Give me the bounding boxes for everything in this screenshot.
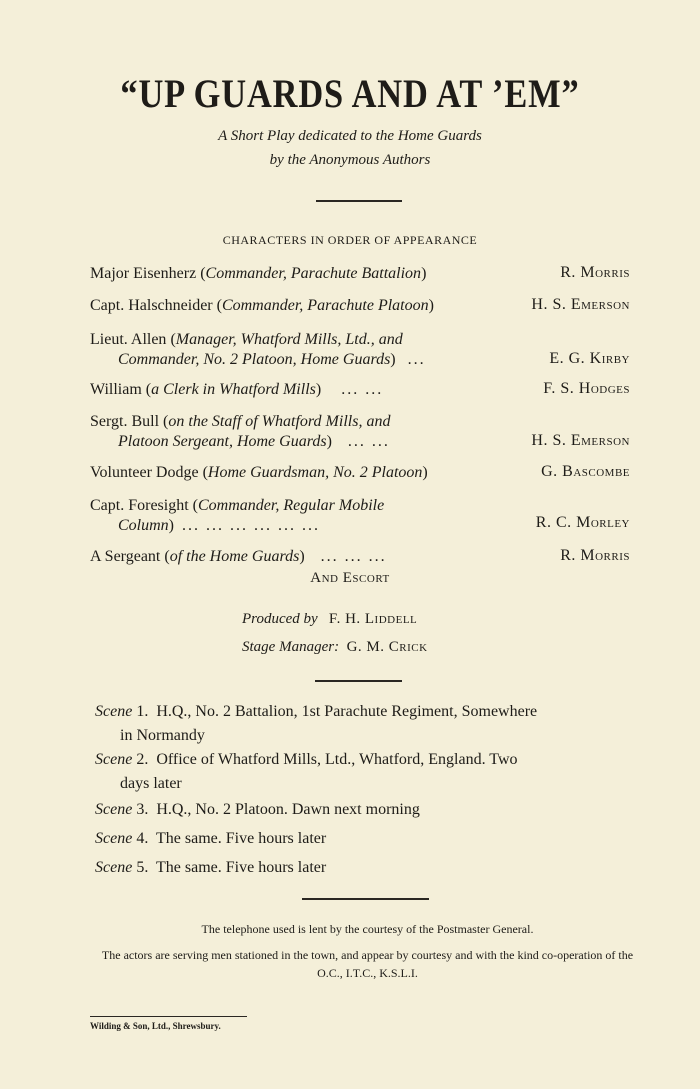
scene-label: Scene [95, 703, 133, 720]
role-name: Major Eisenherz [90, 265, 197, 282]
role-description-cont: Commander, No. 2 Platoon, Home Guards [118, 351, 391, 368]
scene-number: 2. [136, 751, 149, 768]
actor-name: R. Morris [560, 264, 630, 281]
footer-rule [90, 1016, 247, 1017]
role-description: Commander, Regular Mobile [198, 497, 385, 514]
play-title: “UP GUARDS AND AT ’EM” [120, 71, 580, 116]
scene-item [95, 856, 640, 880]
scene-text: The same. Five hours later [156, 859, 327, 876]
actor-name: E. G. Kirby [549, 350, 630, 367]
role: A Sergeant (of the Home Guards) ... ... ... [90, 548, 387, 565]
leader-dots: ... ... [341, 381, 384, 398]
role-description-cont: Platoon Sergeant, Home Guards [118, 433, 327, 450]
role-name: Capt. Foresight [90, 497, 189, 514]
scene-label: Scene [95, 751, 133, 768]
role-name: William [90, 381, 142, 398]
stage-manager-credit [242, 639, 428, 656]
divider-rule [316, 200, 402, 202]
scene-item [95, 827, 640, 851]
leader-dots: ... [407, 351, 426, 368]
scene-number: 5. [136, 859, 149, 876]
role-name: Volunteer Dodge [90, 464, 199, 481]
role-description: Commander, Parachute Platoon [221, 297, 429, 314]
role: William (a Clerk in Whatford Mills) ... ... [90, 381, 384, 398]
leader-dots: ... ... [347, 433, 390, 450]
producer-name: F. H. Liddell [328, 611, 418, 627]
producer-credit [242, 611, 417, 628]
scene-text: H.Q., No. 2 Platoon. Dawn next morning [156, 801, 420, 818]
producer-label: Produced by [242, 611, 318, 627]
scene-text-cont: in Normandy [120, 727, 205, 744]
telephone-note: The telephone used is lent by the courtesy of the Postmaster General. [201, 922, 534, 936]
actor-name: R. Morris [560, 547, 630, 564]
actor-name: G. Bascombe [541, 463, 630, 480]
role: Major Eisenherz (Commander, Parachute Battalion) [90, 265, 427, 282]
actor-name: H. S. Emerson [531, 296, 630, 313]
role-description: Commander, Parachute Battalion [205, 265, 422, 282]
stage-manager-name: G. M. Crick [346, 639, 428, 655]
scene-item [95, 700, 640, 748]
actor-name: F. S. Hodges [543, 380, 630, 397]
scene-label: Scene [95, 830, 133, 847]
actor-name: H. S. Emerson [531, 432, 630, 449]
divider-rule [302, 898, 429, 900]
scene-text-cont: days later [120, 775, 182, 792]
divider-rule [315, 680, 402, 682]
role-name: Sergt. Bull [90, 413, 160, 430]
escort-line: And Escort [310, 570, 390, 586]
subtitle-authors: by the Anonymous Authors [269, 152, 431, 168]
role-description-cont: Column [118, 517, 169, 534]
scene-item [95, 748, 640, 796]
scene-number: 1. [136, 703, 149, 720]
role-description: of the Home Guards [169, 548, 300, 565]
role: Capt. Halschneider (Commander, Parachute Platoon) [90, 297, 434, 314]
scene-number: 4. [136, 830, 149, 847]
role-description: Home Guardsman, No. 2 Platoon [207, 464, 423, 481]
scene-text: H.Q., No. 2 Battalion, 1st Parachute Regiment, Somewhere [156, 703, 538, 720]
actor-name: R. C. Morley [535, 514, 630, 531]
role-description: a Clerk in Whatford Mills [151, 381, 316, 398]
scene-text: Office of Whatford Mills, Ltd., Whatford, England. Two [156, 751, 518, 768]
subtitle-dedication: A Short Play dedicated to the Home Guards [218, 128, 482, 144]
scene-text: The same. Five hours later [156, 830, 327, 847]
printer-imprint: Wilding & Son, Ltd., Shrewsbury. [90, 1021, 221, 1031]
role-name: Capt. Halschneider [90, 297, 213, 314]
role-description: Manager, Whatford Mills, Ltd., and [175, 331, 403, 348]
scene-item [95, 798, 640, 822]
stage-manager-label: Stage Manager: [242, 639, 340, 655]
role: Lieut. Allen (Manager, Whatford Mills, Ltd., and Commander, No. 2 Platoon, Home Guards) ... [90, 331, 426, 368]
actors-note: The actors are serving men stationed in the town, and appear by courtesy and with the kind co-operation of the O.C., I.T.C., K.S.L.I. [101, 948, 634, 980]
role-name: A Sergeant [90, 548, 161, 565]
role: Sergt. Bull (on the Staff of Whatford Mills, and Platoon Sergeant, Home Guards) ... ... [90, 413, 391, 450]
scene-label: Scene [95, 801, 133, 818]
scene-label: Scene [95, 859, 133, 876]
role-name: Lieut. Allen [90, 331, 167, 348]
leader-dots: ... ... ... [320, 548, 387, 565]
role-description: on the Staff of Whatford Mills, and [168, 413, 391, 430]
role: Volunteer Dodge (Home Guardsman, No. 2 Platoon) [90, 464, 428, 481]
characters-heading: CHARACTERS IN ORDER OF APPEARANCE [222, 233, 478, 247]
leader-dots: ... ... ... ... ... ... [182, 517, 320, 534]
role: Capt. Foresight (Commander, Regular Mobile Column) ... ... ... ... ... ... [90, 497, 385, 534]
scene-number: 3. [136, 801, 149, 818]
